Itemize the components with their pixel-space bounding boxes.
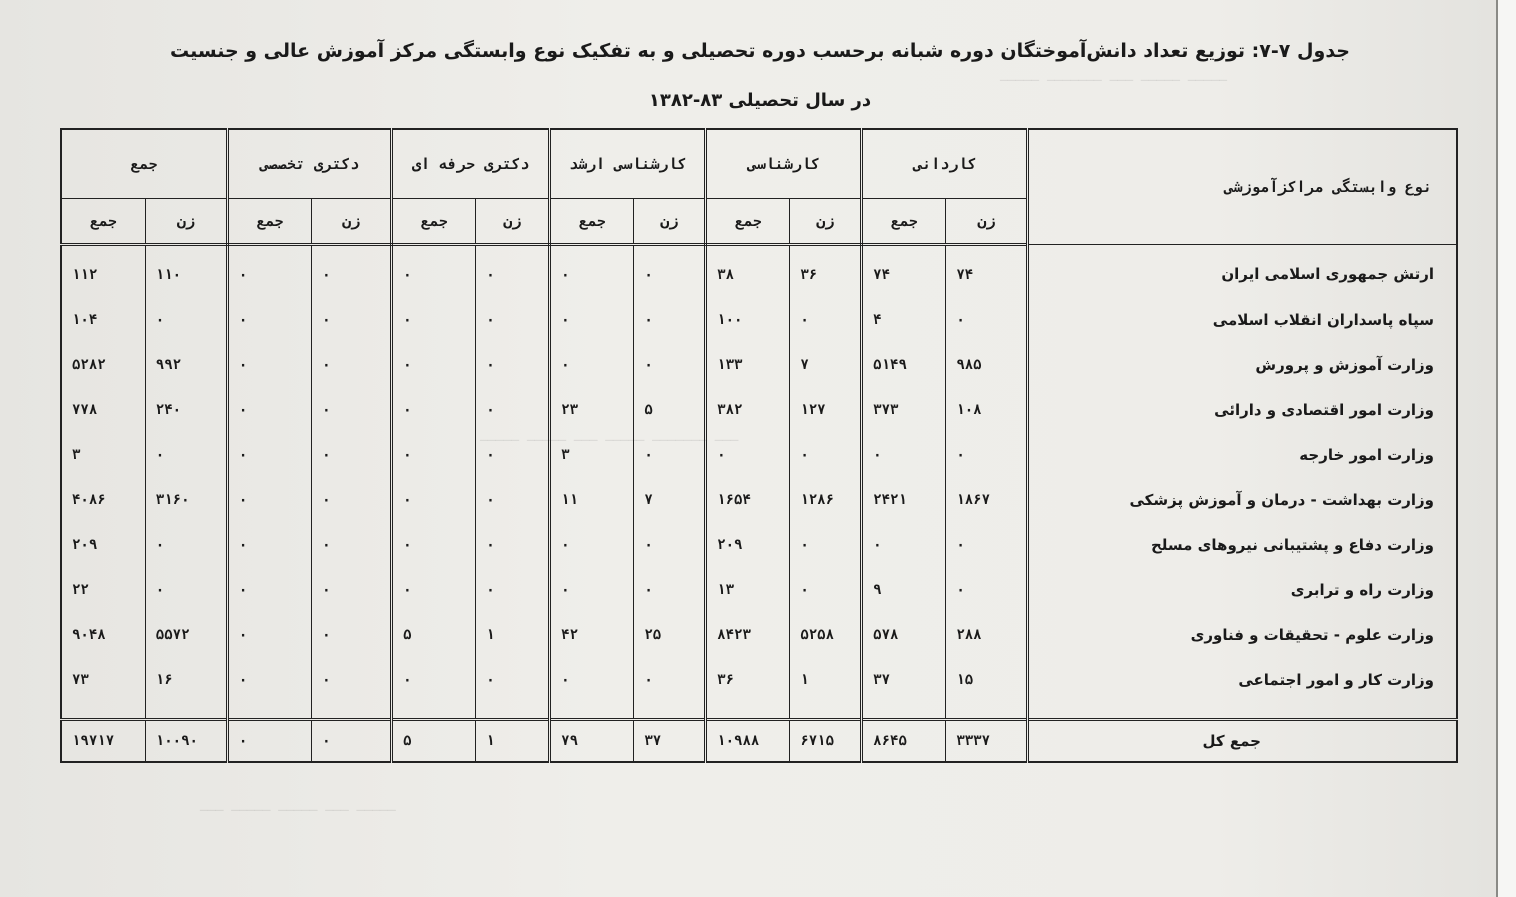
table-cell: ۲۴۲۱	[862, 477, 946, 522]
table-cell: ۰	[227, 612, 311, 657]
row-label: وزارت راه و ترابری	[1028, 567, 1457, 612]
table-row	[61, 567, 1457, 612]
spacer-cell	[1028, 702, 1457, 720]
table-cell: ۰	[392, 387, 476, 432]
table-cell: ۰	[227, 297, 311, 342]
table-cell: ۰	[312, 567, 392, 612]
spacer-cell	[227, 702, 311, 720]
table-cell: ۰	[634, 245, 706, 298]
bleed-through-text: ـــــ ـــ ـــــ ـــــ ـــ	[200, 800, 396, 815]
table-cell: ۰	[476, 567, 550, 612]
table-row	[61, 612, 1457, 657]
table-cell: ۷۴	[946, 245, 1028, 298]
table-cell: ۹۸۵	[946, 342, 1028, 387]
table-row	[61, 297, 1457, 342]
table-cell: ۴۰۸۶	[72, 491, 106, 508]
table-row	[61, 245, 1457, 298]
table-cell: ۰	[550, 297, 634, 342]
table-cell: ۰	[312, 612, 392, 657]
table-cell: ۵۲۸۲	[72, 356, 106, 373]
total-label: جمع کل	[1028, 720, 1457, 763]
spacer-cell	[61, 702, 145, 720]
table-cell: ۰	[550, 567, 634, 612]
table-row	[61, 342, 1457, 387]
table-cell: ۰	[392, 567, 476, 612]
table-cell: ۲۸۸	[946, 612, 1028, 657]
group-header-total: جمع	[61, 129, 227, 199]
table-row	[61, 432, 1457, 477]
table-cell: ۰	[227, 522, 311, 567]
group-header-professional-doctorate: دکتری حرفه ای	[392, 129, 550, 199]
table-cell: ۱۱۲	[72, 266, 98, 283]
table-row	[61, 387, 1457, 432]
table-subtitle: در سال تحصیلی ۸۳-۱۳۸۲	[648, 90, 872, 111]
table-cell: ۱	[476, 720, 550, 763]
table-cell: ۱۱	[550, 477, 634, 522]
table-cell: ۰	[862, 522, 946, 567]
table-cell: ۱۱۰	[145, 245, 227, 298]
spacer-row	[61, 702, 1457, 720]
table-cell: ۰	[312, 720, 392, 763]
table-cell: ۰	[392, 657, 476, 702]
table-row	[61, 657, 1457, 702]
table-cell: ۳	[72, 446, 81, 463]
table-cell: ۰	[476, 297, 550, 342]
subheader-women: زن	[476, 199, 550, 245]
row-label: وزارت آموزش و پرورش	[1028, 342, 1457, 387]
group-header-associate: کاردانی	[862, 129, 1028, 199]
total-row	[61, 720, 1457, 763]
table-cell: ۰	[227, 432, 311, 477]
row-label: وزارت دفاع و پشتیبانی نیروهای مسلح	[1028, 522, 1457, 567]
spacer-cell	[862, 702, 946, 720]
table-cell: ۸۶۴۵	[862, 720, 946, 763]
table-cell: ۵۱۴۹	[862, 342, 946, 387]
table-cell: ۰	[312, 342, 392, 387]
table-cell: ۰	[790, 522, 862, 567]
spacer-cell	[706, 702, 790, 720]
table-cell: ۰	[790, 567, 862, 612]
table-cell: ۱۰۴	[72, 311, 98, 328]
table-cell: ۱	[790, 657, 862, 702]
table-cell: ۰	[227, 657, 311, 702]
table-cell: ۰	[312, 432, 392, 477]
table-cell: ۰	[634, 432, 706, 477]
table-cell: ۱۰۰۹۰	[145, 720, 227, 763]
table-cell: ۰	[312, 522, 392, 567]
table-cell: ۱۰۸	[946, 387, 1028, 432]
table-cell: ۰	[946, 432, 1028, 477]
subheader-total: جمع	[550, 199, 634, 245]
table-cell: ۱۰۰	[706, 297, 790, 342]
row-label: وزارت امور اقتصادی و دارائی	[1028, 387, 1457, 432]
table-cell: ۱۰۹۸۸	[706, 720, 790, 763]
subheader-women: زن	[312, 199, 392, 245]
table-cell: ۰	[476, 387, 550, 432]
table-cell: ۶۷۱۵	[790, 720, 862, 763]
table-cell: ۰	[634, 297, 706, 342]
table-cell: ۰	[476, 245, 550, 298]
table-cell: ۵	[634, 387, 706, 432]
table-cell: ۰	[790, 432, 862, 477]
row-label: وزارت بهداشت - درمان و آموزش پزشکی	[1028, 477, 1457, 522]
subheader-women: زن	[946, 199, 1028, 245]
table-cell: ۳۶	[706, 657, 790, 702]
table-cell: ۷۹	[550, 720, 634, 763]
table-cell: ۰	[312, 387, 392, 432]
table-cell: ۰	[312, 657, 392, 702]
table-cell: ۰	[634, 657, 706, 702]
row-label: سپاه پاسداران انقلاب اسلامی	[1028, 297, 1457, 342]
table-cell: ۱۲۷	[790, 387, 862, 432]
subheader-total: جمع	[392, 199, 476, 245]
table-cell: ۰	[946, 567, 1028, 612]
spacer-cell	[476, 702, 550, 720]
subheader-total: جمع	[862, 199, 946, 245]
table-cell: ۲۵	[634, 612, 706, 657]
table-cell: ۰	[227, 387, 311, 432]
table-cell: ۷	[790, 342, 862, 387]
table-cell: ۰	[145, 297, 227, 342]
table-cell: ۸۴۲۳	[706, 612, 790, 657]
table-cell: ۳۸۲	[706, 387, 790, 432]
table-cell: ۲۳	[550, 387, 634, 432]
table-title: جدول ۷-۷: توزیع تعداد دانش‌آموختگان دوره شبانه برحسب دوره تحصیلی و به تفکیک نوع وابستگی مرکز آموزش عالی و جنسیت	[169, 40, 1350, 62]
subheader-women: زن	[790, 199, 862, 245]
bleed-through-text: ـــ ـــــــ ـــــ ـــ ـــــ ـــــ	[480, 430, 739, 445]
subheader-total: جمع	[706, 199, 790, 245]
table-cell: ۰	[145, 567, 227, 612]
table-cell: ۲۰۹	[706, 522, 790, 567]
table-cell: ۰	[634, 522, 706, 567]
table-cell: ۰	[145, 522, 227, 567]
table-cell: ۰	[312, 477, 392, 522]
table-cell: ۰	[550, 657, 634, 702]
table-cell: ۹۰۴۸	[72, 626, 106, 643]
subheader-total: جمع	[227, 199, 311, 245]
table-cell: ۱۶۵۴	[706, 477, 790, 522]
subheader-women: زن	[145, 199, 227, 245]
table-body	[61, 245, 1457, 763]
table-cell: ۰	[312, 297, 392, 342]
table-cell: ۰	[476, 477, 550, 522]
table-cell: ۰	[227, 342, 311, 387]
group-header-phd: دکتری تخصصی	[227, 129, 391, 199]
table-cell: ۷۳	[72, 671, 89, 688]
table-cell: ۹	[862, 567, 946, 612]
spacer-cell	[145, 702, 227, 720]
table-cell: ۰	[145, 432, 227, 477]
table-cell: ۳۷	[862, 657, 946, 702]
table-cell: ۳۷۳	[862, 387, 946, 432]
table-cell: ۲۲	[72, 581, 89, 598]
table-cell: ۰	[790, 297, 862, 342]
table-cell: ۵۵۷۲	[145, 612, 227, 657]
table-cell: ۰	[862, 432, 946, 477]
spacer-cell	[550, 702, 634, 720]
table-cell: ۰	[312, 245, 392, 298]
table-cell: ۰	[392, 342, 476, 387]
table-cell: ۰	[706, 432, 790, 477]
table-cell: ۲۰۹	[72, 536, 98, 553]
table-cell: ۱۹۷۱۷	[61, 720, 145, 763]
table-cell: ۱۸۶۷	[946, 477, 1028, 522]
table-row	[61, 477, 1457, 522]
table-cell: ۰	[476, 432, 550, 477]
subheader-women: زن	[634, 199, 706, 245]
table-cell: ۰	[550, 245, 634, 298]
group-header-bachelor: کارشناسی	[706, 129, 862, 199]
table-cell: ۳۱۶۰	[145, 477, 227, 522]
table-cell: ۰	[550, 342, 634, 387]
table-cell: ۷۷۸	[72, 401, 98, 418]
row-label: وزارت امور خارجه	[1028, 432, 1457, 477]
group-header-master: کارشناسی ارشد	[550, 129, 706, 199]
table-cell: ۱۶	[145, 657, 227, 702]
table-cell: ۱۲۸۶	[790, 477, 862, 522]
table-row	[61, 522, 1457, 567]
table-cell: ۰	[634, 567, 706, 612]
table-cell: ۵	[392, 720, 476, 763]
row-label: وزارت علوم - تحقیقات و فناوری	[1028, 612, 1457, 657]
table-cell: ۰	[946, 297, 1028, 342]
subheader-total: جمع	[61, 199, 145, 245]
row-header: نوع وابستگی مراکزآموزشی	[1028, 129, 1457, 245]
table-cell: ۰	[227, 567, 311, 612]
table-cell: ۰	[392, 297, 476, 342]
table-cell: ۰	[634, 342, 706, 387]
table-cell: ۰	[946, 522, 1028, 567]
table-cell: ۰	[227, 477, 311, 522]
table-cell: ۷	[634, 477, 706, 522]
table-cell: ۰	[227, 720, 311, 763]
table-cell: ۰	[392, 477, 476, 522]
page-edge-line	[1496, 0, 1498, 897]
table-cell: ۰	[476, 342, 550, 387]
table-cell: ۱۳	[706, 567, 790, 612]
spacer-cell	[790, 702, 862, 720]
table-cell: ۹۹۲	[145, 342, 227, 387]
table-cell: ۰	[550, 522, 634, 567]
spacer-cell	[634, 702, 706, 720]
page-margin	[1498, 0, 1516, 897]
table-cell: ۱۳۳	[706, 342, 790, 387]
table-cell: ۱	[476, 612, 550, 657]
table-cell: ۴	[862, 297, 946, 342]
table-cell: ۴۲	[550, 612, 634, 657]
data-table	[60, 128, 1458, 763]
table-cell: ۵	[392, 612, 476, 657]
table-cell: ۳۶	[790, 245, 862, 298]
table-cell: ۰	[476, 522, 550, 567]
spacer-cell	[946, 702, 1028, 720]
spacer-cell	[392, 702, 476, 720]
row-label: وزارت کار و امور اجتماعی	[1028, 657, 1457, 702]
table-cell: ۲۴۰	[145, 387, 227, 432]
table-cell: ۳	[550, 432, 634, 477]
table-cell: ۵۲۵۸	[790, 612, 862, 657]
table-cell: ۰	[476, 657, 550, 702]
table-cell: ۱۵	[946, 657, 1028, 702]
spacer-cell	[312, 702, 392, 720]
table-cell: ۰	[392, 245, 476, 298]
bleed-through-text: ـــــ ـــــ ـــ ـــــــ ـــــ	[1000, 70, 1227, 85]
table-cell: ۰	[227, 245, 311, 298]
table-cell: ۰	[392, 522, 476, 567]
table-cell: ۷۴	[862, 245, 946, 298]
table-cell: ۳۷	[634, 720, 706, 763]
row-label: ارتش جمهوری اسلامی ایران	[1028, 245, 1457, 298]
table-cell: ۰	[392, 432, 476, 477]
table-cell: ۵۷۸	[862, 612, 946, 657]
table-cell: ۳۳۳۷	[946, 720, 1028, 763]
table-cell: ۳۸	[706, 245, 790, 298]
